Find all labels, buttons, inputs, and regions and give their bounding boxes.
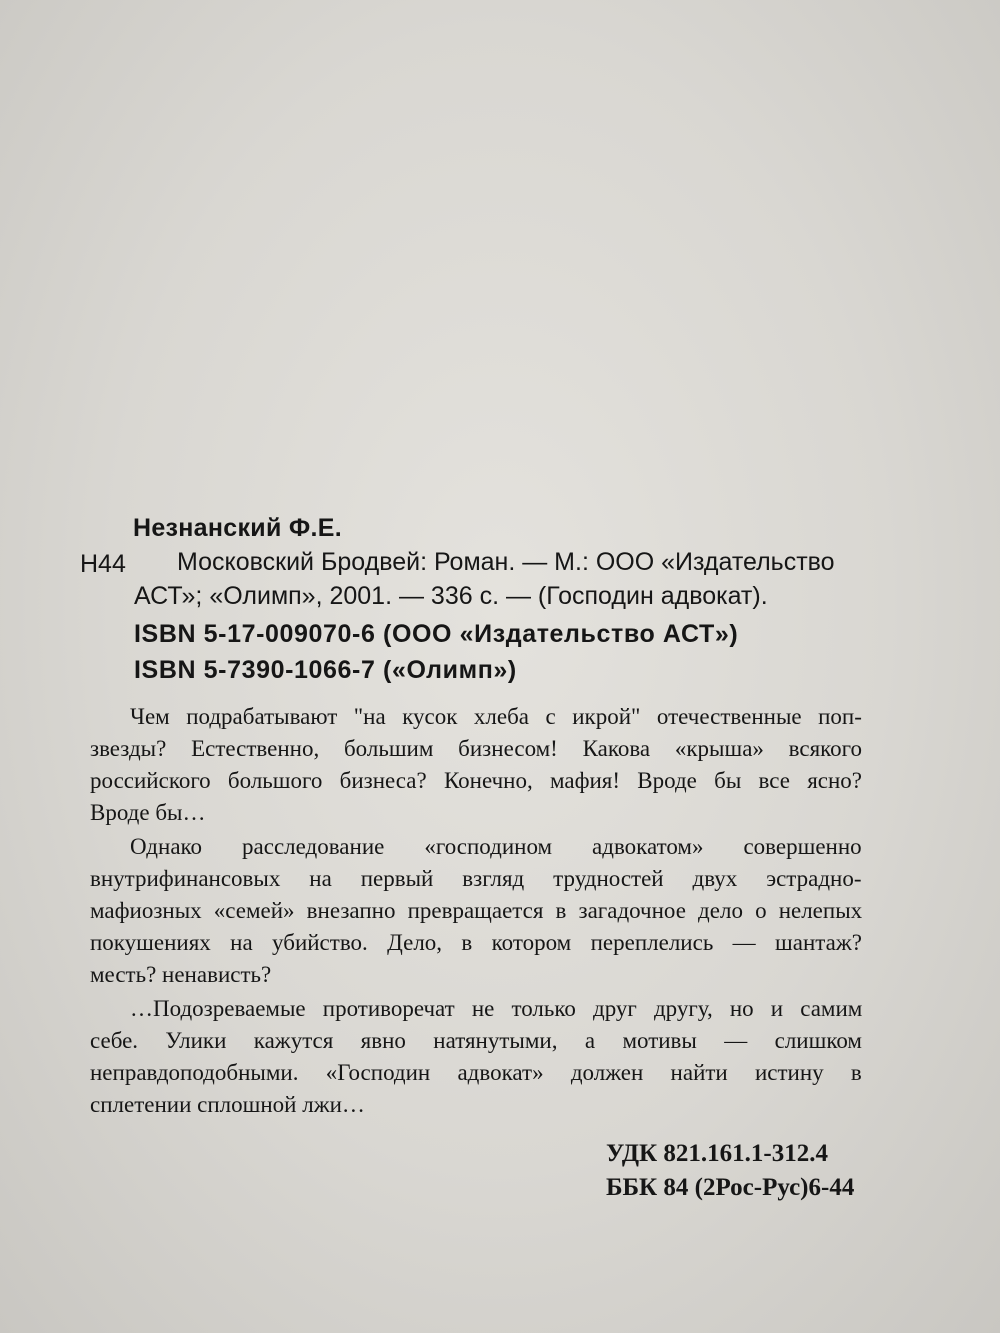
annotation-line: себе. Улики кажутся явно натянутыми, а мотивы — слишком <box>90 1028 862 1053</box>
annotation-line: звезды? Естественно, большим бизнесом! Какова «крыша» всякого <box>90 736 863 761</box>
annotation-line: …Подозреваемые противоречат не только друг другу, но и самим <box>130 996 863 1021</box>
bbk-code: ББК 84 (2Рос-Рус)6-44 <box>606 1174 855 1201</box>
annotation-line: Вроде бы… <box>90 800 206 825</box>
bibliographic-line: АСТ»; «Олимп», 2001. — 336 с. — (Господин адвокат). <box>134 582 768 610</box>
annotation-line: месть? ненависть? <box>90 962 272 987</box>
author-name: Незнанский Ф.Е. <box>133 514 342 542</box>
annotation-line: покушениях на убийство. Дело, в котором переплелись — шантаж? <box>90 930 862 955</box>
isbn-line: ISBN 5-17-009070-6 (ООО «Издательство АСТ») <box>134 620 739 648</box>
annotation-line: неправдоподобными. «Господин адвокат» должен найти истину в <box>90 1060 862 1085</box>
library-call-number: Н44 <box>80 550 126 578</box>
isbn-line: ISBN 5-7390-1066-7 («Олимп») <box>134 656 517 684</box>
annotation-line: Однако расследование «господином адвокатом» совершенно <box>130 834 862 859</box>
annotation-line: внутрифинансовых на первый взгляд трудностей двух эстрадно- <box>90 866 862 891</box>
annotation-line: Чем подрабатывают "на кусок хлеба с икрой" отечественные поп- <box>130 704 862 729</box>
udk-code: УДК 821.161.1-312.4 <box>606 1140 828 1167</box>
annotation-line: российского большого бизнеса? Конечно, мафия! Вроде бы все ясно? <box>90 768 863 793</box>
annotation-line: сплетении сплошной лжи… <box>90 1092 365 1117</box>
annotation-line: мафиозных «семей» внезапно превращается в загадочное дело о нелепых <box>90 898 863 923</box>
bibliographic-line: Московский Бродвей: Роман. — М.: ООО «Издательство <box>177 548 835 576</box>
